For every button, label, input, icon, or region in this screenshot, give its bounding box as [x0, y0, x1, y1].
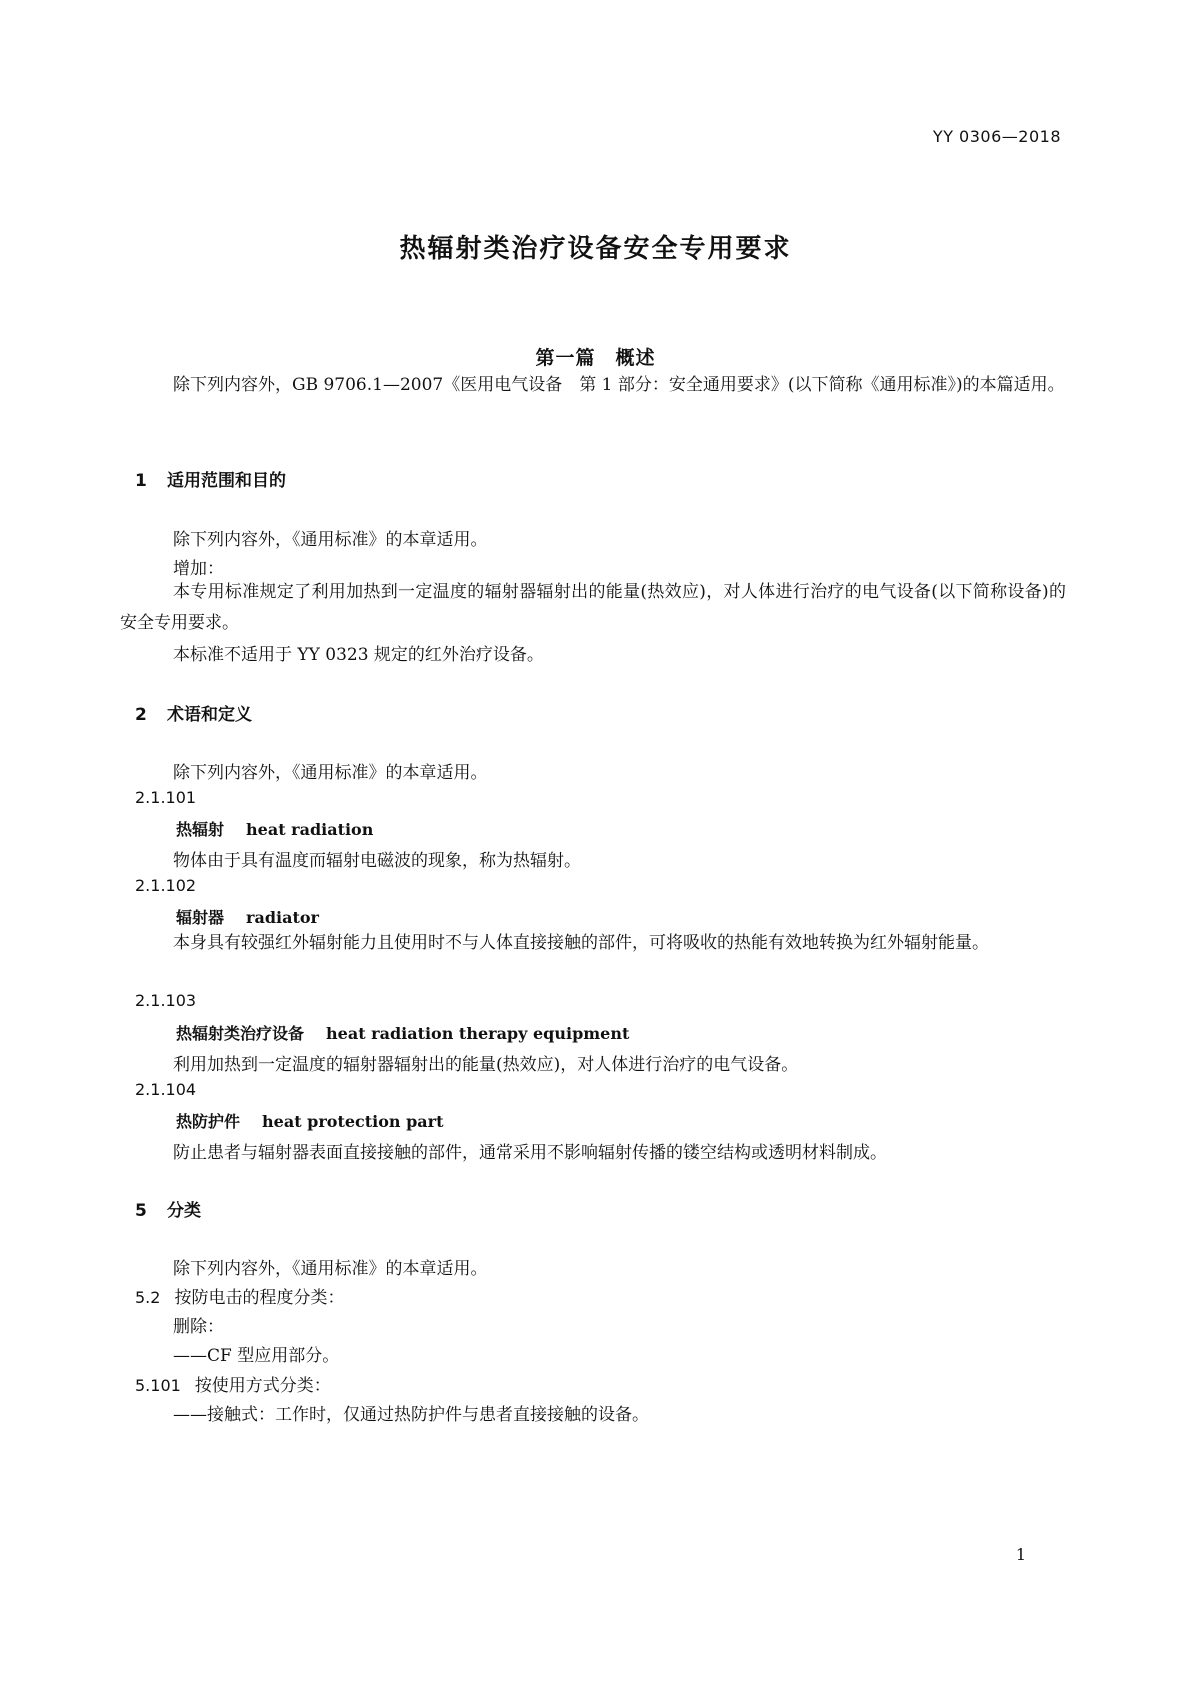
- section-1-heading: [135, 466, 286, 491]
- section-5-para-1: 除下列内容外，《通用标准》的本章适用。: [173, 1259, 488, 1279]
- section-title: 术语和定义: [167, 705, 252, 725]
- clause-number: 5.101: [135, 1376, 181, 1395]
- term-cn: 热防护件: [176, 1112, 241, 1131]
- term-en: radiator: [246, 908, 319, 927]
- section-2-para-1: 除下列内容外，《通用标准》的本章适用。: [173, 763, 488, 783]
- clause-5-101-line-1: ——接触式：工作时，仅通过热防护件与患者直接接触的设备。: [173, 1405, 649, 1425]
- clause-number: 5.2: [135, 1288, 161, 1307]
- section-1-para-2: 增加：: [173, 559, 224, 579]
- clause-5-101: [135, 1371, 331, 1396]
- term-heading: [176, 905, 319, 928]
- section-title: 适用范围和目的: [167, 471, 286, 491]
- clause-text: 按防电击的程度分类：: [174, 1288, 345, 1308]
- standard-number: YY 0306—2018: [932, 127, 1061, 146]
- term-definition: 物体由于具有温度而辐射电磁波的现象，称为热辐射。: [173, 851, 581, 871]
- section-number: 5: [135, 1201, 147, 1221]
- term-number: 2.1.101: [135, 788, 197, 807]
- term-number: 2.1.103: [135, 991, 197, 1010]
- term-definition: 防止患者与辐射器表面直接接触的部件，通常采用不影响辐射传播的镂空结构或透明材料制成。: [173, 1143, 887, 1163]
- intro-paragraph: 除下列内容外，GB 9706.1—2007《医用电气设备 第 1 部分：安全通用要求》(以下简称《通用标准》)的本篇适用。: [173, 375, 1065, 395]
- term-en: heat radiation therapy equipment: [326, 1024, 630, 1043]
- clause-text: 按使用方式分类：: [194, 1376, 331, 1396]
- document-title: 热辐射类治疗设备安全专用要求: [399, 234, 792, 264]
- term-cn: 热辐射类治疗设备: [176, 1024, 305, 1043]
- term-cn: 辐射器: [176, 908, 225, 927]
- section-1-para-4: 本标准不适用于 YY 0323 规定的红外治疗设备。: [173, 645, 544, 665]
- term-en: heat radiation: [246, 820, 374, 839]
- term-heading: [176, 1109, 443, 1132]
- term-heading: [176, 817, 373, 840]
- clause-5-2-line-2: ——CF 型应用部分。: [173, 1346, 340, 1366]
- section-1-para-3: 本专用标准规定了利用加热到一定温度的辐射器辐射出的能量(热效应)，对人体进行治疗的电气设备(以下简称设备)的安全专用要求。: [120, 582, 1066, 633]
- clause-5-2: [135, 1283, 344, 1308]
- page-number: 1: [1015, 1545, 1026, 1564]
- term-definition: 利用加热到一定温度的辐射器辐射出的能量(热效应)，对人体进行治疗的电气设备。: [173, 1055, 799, 1075]
- term-en: heat protection part: [262, 1112, 444, 1131]
- term-heading: [176, 1021, 629, 1044]
- section-number: 2: [135, 705, 147, 725]
- section-2-heading: [135, 700, 252, 725]
- term-cn: 热辐射: [176, 820, 225, 839]
- part-title: 第一篇 概述: [535, 347, 656, 369]
- term-number: 2.1.102: [135, 876, 197, 895]
- clause-5-2-line-1: 删除：: [173, 1317, 224, 1337]
- section-title: 分类: [167, 1201, 201, 1221]
- section-number: 1: [135, 471, 147, 491]
- term-definition: 本身具有较强红外辐射能力且使用时不与人体直接接触的部件，可将吸收的热能有效地转换为红外辐射能量。: [173, 933, 989, 953]
- section-1-para-1: 除下列内容外，《通用标准》的本章适用。: [173, 530, 488, 550]
- section-5-heading: [135, 1196, 201, 1221]
- term-number: 2.1.104: [135, 1080, 197, 1099]
